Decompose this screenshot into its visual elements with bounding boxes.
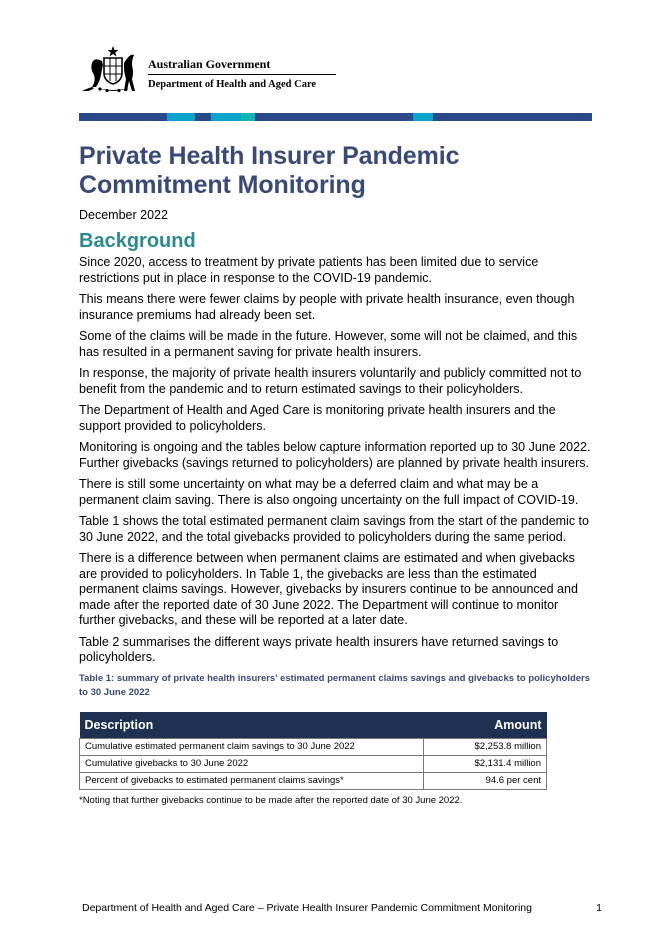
section-heading-background: Background bbox=[79, 230, 196, 252]
paragraph: Since 2020, access to treatment by private patients has been limited due to service restrictions put in place in response to the COVID-19 pandemic. bbox=[79, 255, 539, 285]
row-description: Percent of givebacks to estimated permanent claims savings* bbox=[80, 772, 424, 789]
main-content bbox=[79, 142, 595, 807]
paragraph: This means there were fewer claims by people with private health insurance, even though insurance premiums had already been set. bbox=[79, 292, 575, 322]
paragraph: Table 1 shows the total estimated permanent claim savings from the start of the pandemic to 30 June 2022, and the total givebacks provided to policyholders during the same period. bbox=[79, 514, 589, 544]
table-footnote: *Noting that further givebacks continue to be made after the reported date of 30 June 2022. bbox=[79, 794, 463, 806]
stripe-segment bbox=[241, 113, 255, 121]
title-line-1: Private Health Insurer Pandemic bbox=[79, 142, 460, 170]
paragraph: Monitoring is ongoing and the tables below capture information reported up to 30 June 2022. Further givebacks (savings returned to policyholders) are planned by private health insurers. bbox=[79, 440, 591, 470]
table-header-row bbox=[80, 712, 547, 739]
footer-text: Department of Health and Aged Care – Private Health Insurer Pandemic Commitment Monitoring bbox=[82, 902, 532, 914]
row-amount: 94.6 per cent bbox=[424, 772, 547, 789]
column-header-description: Description bbox=[80, 712, 424, 739]
row-amount: $2,131.4 million bbox=[424, 755, 547, 772]
stripe-segment bbox=[413, 113, 433, 121]
paragraph: There is still some uncertainty on what may be a deferred claim and what may be a permanent claim saving. There is also ongoing uncertainty on the full impact of COVID-19. bbox=[79, 477, 579, 507]
body-text bbox=[79, 255, 595, 666]
stripe-segment bbox=[433, 113, 592, 121]
stripe-segment bbox=[79, 113, 167, 121]
row-description: Cumulative givebacks to 30 June 2022 bbox=[80, 755, 424, 772]
government-branding bbox=[148, 57, 338, 91]
paragraph: There is a difference between when permanent claims are estimated and when givebacks are provided to policyholders. In Table 1, the givebacks are less than the estimated permanent claims savings. However, givebacks by insurers continue to be announced and made after the reported date of 30 June 2022. The Department will continue to monitor further givebacks, and these will be reported at a later date. bbox=[79, 551, 578, 627]
document-date: December 2022 bbox=[79, 208, 168, 222]
summary-table bbox=[79, 712, 547, 790]
coat-of-arms-logo bbox=[80, 45, 146, 93]
stripe-segment bbox=[167, 113, 195, 121]
row-description: Cumulative estimated permanent claim savings to 30 June 2022 bbox=[80, 738, 424, 755]
column-header-amount: Amount bbox=[424, 712, 547, 739]
table-row bbox=[80, 772, 547, 789]
page-footer bbox=[82, 902, 602, 915]
stripe-segment bbox=[195, 113, 211, 121]
stripe-segment bbox=[211, 113, 241, 121]
table-row bbox=[80, 755, 547, 772]
paragraph: Table 2 summarises the different ways private health insurers have returned savings to policyholders. bbox=[79, 634, 559, 664]
table-caption: Table 1: summary of private health insurers' estimated permanent claims savings and givebacks to policyholders to 30 June 2022 bbox=[79, 672, 591, 698]
branding-divider bbox=[148, 74, 336, 75]
header-color-stripe bbox=[79, 113, 592, 121]
stripe-segment bbox=[255, 113, 413, 121]
page-number: 1 bbox=[596, 902, 602, 914]
paragraph: In response, the majority of private health insurers voluntarily and publicly committed not to benefit from the pandemic and to return estimated savings to their policyholders. bbox=[79, 366, 582, 396]
department-name: Department of Health and Aged Care bbox=[148, 79, 317, 90]
table-row bbox=[80, 738, 547, 755]
paragraph: Some of the claims will be made in the future. However, some will not be claimed, and this has resulted in a permanent saving for private health insurers. bbox=[79, 329, 578, 359]
row-amount: $2,253.8 million bbox=[424, 738, 547, 755]
government-name: Australian Government bbox=[148, 57, 271, 71]
document-title bbox=[79, 142, 595, 200]
title-line-2: Commitment Monitoring bbox=[79, 171, 366, 199]
paragraph: The Department of Health and Aged Care is monitoring private health insurers and the support provided to policyholders. bbox=[79, 403, 556, 433]
